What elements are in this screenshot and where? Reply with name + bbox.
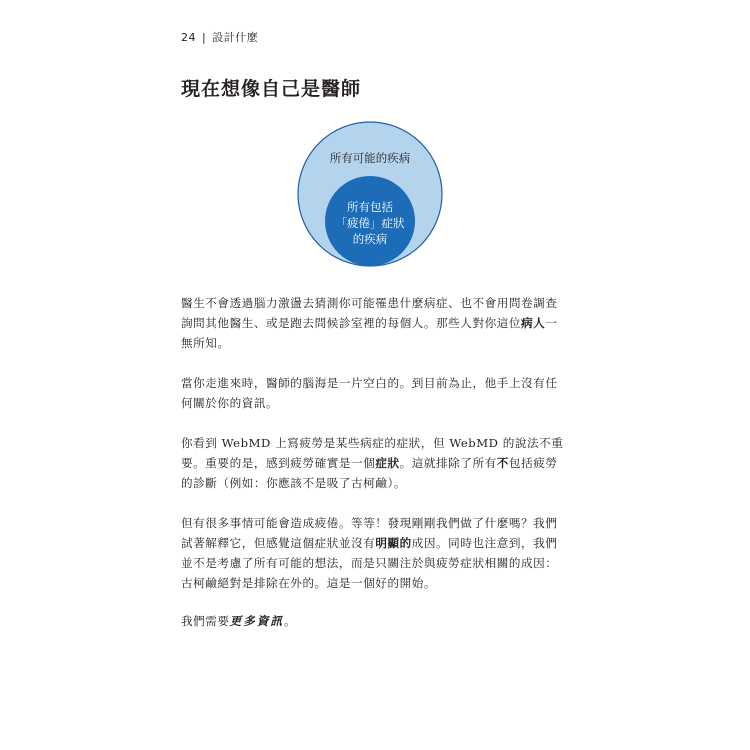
emphasis-not: 不 — [496, 456, 509, 470]
paragraph-3-text-b: 。這就排除了所有 — [399, 456, 497, 470]
inner-circle-label-line2: 「疲倦」症狀 — [335, 216, 405, 230]
paragraph-5-text-a: 我們需要 — [181, 614, 230, 628]
inner-circle-label-line1: 所有包括 — [347, 200, 393, 214]
section-title: 設計什麼 — [212, 31, 259, 44]
page-number: 24 — [181, 31, 196, 44]
emphasis-symptom: 症狀 — [375, 456, 400, 470]
paragraph-4 — [181, 513, 566, 593]
paragraph-1-text-a: 醫生不會透過腦力激盪去猜測你可能罹患什麼病症、也不會用問卷調查詢問其他醫生、或是跑去問候診室裡的每個人。那些人對你這位 — [181, 296, 558, 330]
emphasis-obvious: 明顯的 — [375, 536, 412, 550]
venn-diagram — [297, 121, 477, 271]
body-text — [181, 293, 566, 651]
paragraph-3-text-c: 包括疲勞的診斷（例如：你應該不是吸了古柯鹼）。 — [181, 456, 558, 490]
emphasis-patient: 病人 — [521, 316, 546, 330]
paragraph-2: 當你走進來時，醫師的腦海是一片空白的。到目前為止，他手上沒有任何關於你的資訊。 — [181, 376, 558, 410]
paragraph-1 — [181, 293, 566, 353]
paragraph-3 — [181, 433, 566, 493]
section-heading: 現在想像自己是醫師 — [181, 78, 362, 100]
paragraph-4-text-b: 成因。同時也注意到，我們並不是考慮了所有可能的想法，而是只關注於與疲勞症狀相關的成因：古柯鹼絕對是排除在外的。這是一個好的開始。 — [181, 536, 558, 590]
paragraph-1-text-b: 一無所知。 — [181, 316, 558, 350]
outer-circle-label: 所有可能的疾病 — [329, 151, 411, 165]
running-header — [181, 29, 258, 45]
paragraph-4-text-a: 但有很多事情可能會造成疲倦。等等！發現剛剛我們做了什麼嗎？我們試著解釋它，但感覺這個症狀並沒有 — [181, 516, 558, 550]
emphasis-more-info: 更多資訊 — [229, 614, 284, 628]
header-separator: | — [202, 31, 207, 44]
inner-circle-label-line3: 的疾病 — [352, 232, 388, 246]
paragraph-3-text-a: 你看到 WebMD 上寫疲勞是某些病症的症狀，但 WebMD 的說法不重要。重要的是，感到疲勞確實是一個 — [181, 436, 564, 470]
paragraph-5-text-b: 。 — [283, 614, 297, 628]
paragraph-5 — [181, 611, 566, 631]
